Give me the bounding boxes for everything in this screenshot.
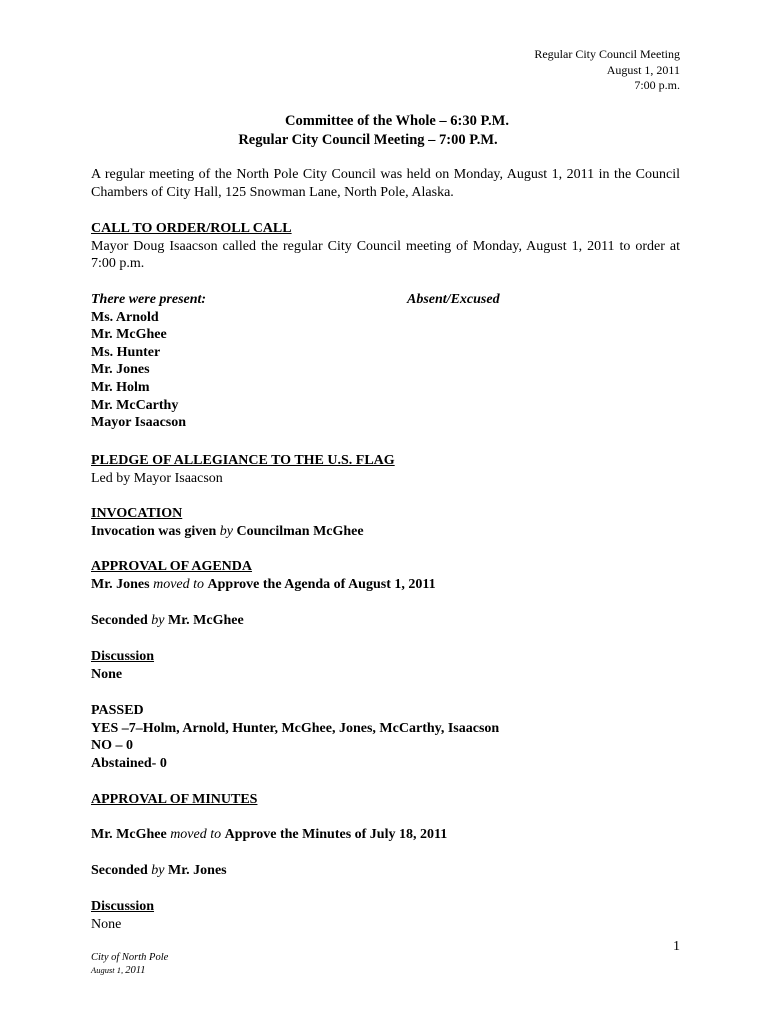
minutes-discussion-text: None [91,916,122,932]
minutes-heading: APPROVAL OF MINUTES [91,792,258,807]
agenda-discussion-text: None [91,666,123,682]
footer-date: August 1, 2011 [91,965,146,976]
page-footer [91,951,168,977]
present-list [91,309,680,432]
section-attendance [91,291,680,432]
intro-paragraph: A regular meeting of the North Pole City Council was held on Monday, August 1, 2011 in the Council Chambers of City Hall, 125 Snowman Lane, North Pole, Alaska. [91,167,680,200]
agenda-motion: Mr. Jones moved to Approve the Agenda of August 1, 2011 [91,576,436,592]
header-date: August 1, 2011 [606,62,680,77]
present-member: Mr. Holm [91,379,150,395]
present-member: Ms. Hunter [91,344,161,360]
invocation-heading: INVOCATION [91,506,183,521]
section-minutes [91,791,680,809]
section-pledge [91,452,680,487]
minutes-discussion-heading: Discussion [91,899,155,914]
page-number: 1 [673,939,680,954]
invocation-text: Invocation was given by Councilman McGhee [91,523,364,539]
agenda-seconded: Seconded by Mr. McGhee [91,613,244,628]
present-member: Mr. Jones [91,362,150,378]
vote-no: NO – 0 [91,738,133,754]
present-member: Mr. McCarthy [91,397,179,413]
present-member: Ms. Arnold [91,309,159,325]
minutes-discussion [91,898,680,933]
present-member: Mr. McGhee [91,327,167,343]
absent-label: Absent/Excused [407,292,500,307]
minutes-motion: Mr. McGhee moved to Approve the Minutes of July 18, 2011 [91,827,448,842]
pledge-text: Led by Mayor Isaacson [91,470,223,486]
agenda-heading: APPROVAL OF AGENDA [91,559,253,574]
vote-abstained: Abstained- 0 [91,755,167,771]
header-meeting: Regular City Council Meeting [534,47,680,61]
call-text: Mayor Doug Isaacson called the regular City Council meeting of Monday, August 1, 2011 to order at 7:00 p.m. [91,238,680,272]
title-regular: Regular City Council Meeting – 7:00 P.M. [238,132,498,148]
agenda-discussion-heading: Discussion [91,649,155,664]
vote-yes: YES –7–Holm, Arnold, Hunter, McGhee, Jones, McCarthy, Isaacson [91,720,500,736]
section-agenda [91,558,680,593]
section-invocation [91,505,680,540]
vote-result: PASSED [91,703,144,718]
section-call-to-order [91,220,680,273]
call-heading: CALL TO ORDER/ROLL CALL [91,221,292,236]
footer-org: City of North Pole [91,952,169,963]
title-committee: Committee of the Whole – 6:30 P.M. [285,113,509,129]
document-titles [0,112,770,150]
agenda-discussion [91,648,680,683]
pledge-heading: PLEDGE OF ALLEGIANCE TO THE U.S. FLAG [91,453,395,468]
page-header [534,47,680,94]
header-time: 7:00 p.m. [634,78,680,92]
agenda-vote [91,702,680,772]
present-label: There were present: [91,292,207,307]
minutes-seconded: Seconded by Mr. Jones [91,863,227,878]
present-member: Mayor Isaacson [91,415,187,431]
